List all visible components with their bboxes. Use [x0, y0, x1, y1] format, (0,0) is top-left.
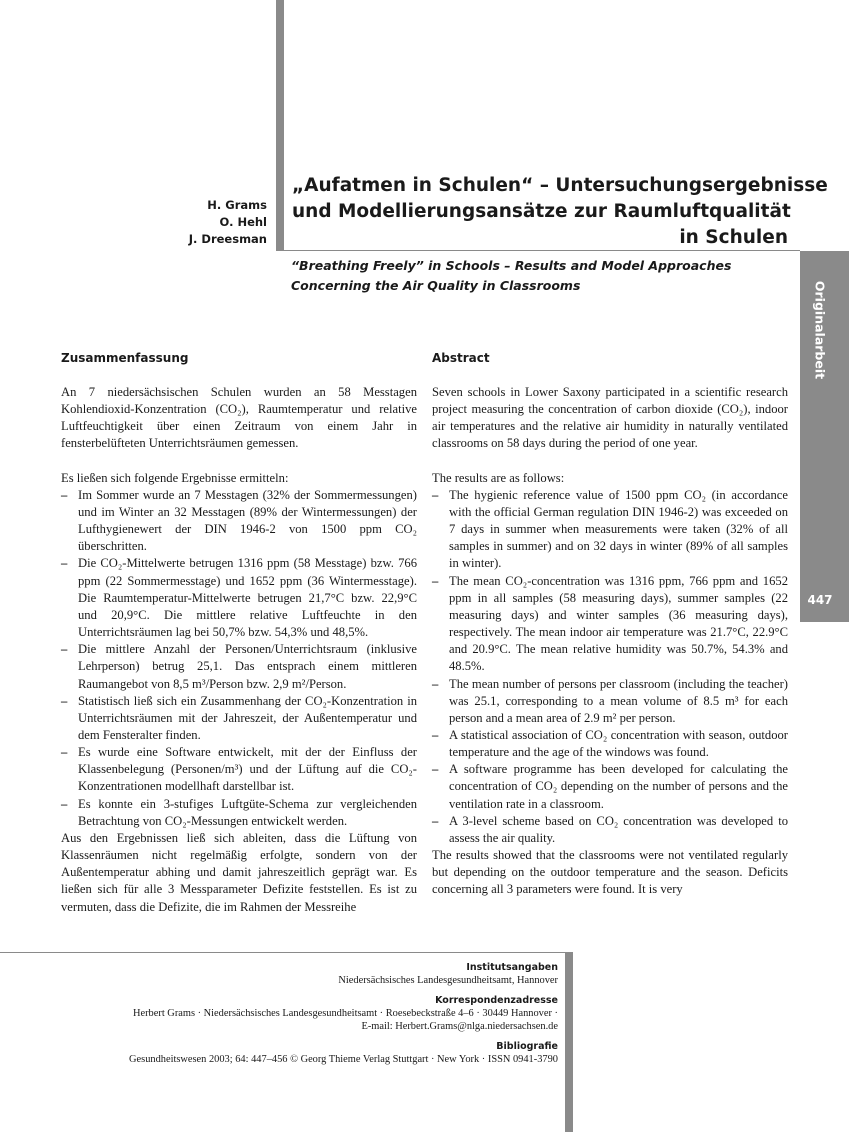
correspondence-heading: Korrespondenzadresse: [435, 995, 558, 1006]
author-name: H. Grams: [207, 198, 267, 212]
bibliography-heading: Bibliografie: [496, 1041, 558, 1052]
list-item: – Die CO₂-Mittelwerte betrugen 1316 ppm (58 Messtage) bzw. 766 ppm (22 Sommermesstage) und 1652 ppm (36 Wintermesstage). Die Raumtemperatur-Mittelwerte betrugen 21,7°C bzw. 22,9°C und 20,9°C. Die mittlere relative Luftfeuchte in den Unterrichtsräumen lag bei 50,7% bzw. 54,3% und 48,5%.: [61, 556, 417, 640]
english-title: “Breathing Freely” in Schools – Results and Model Approaches Concerning the Air Quality in Classrooms: [291, 258, 732, 293]
german-conclusion: Aus den Ergebnissen ließ sich ableiten, dass die Lüftung von Klassenräumen nicht regelmäßig erfolgte, sondern von der Außentemperatur abhing und damit jahreszeitlich geprägt war. Es ließen sich für alle 3 Messparameter Defizite feststellen. Es ist zu vermuten, dass die Defizite, die im Rahmen der Messreihe: [61, 830, 417, 914]
title-line: und Modellierungsansätze zur Raumluftqualität: [292, 201, 791, 222]
list-item: – A software programme has been developed for calculating the concentration of CO₂ depending on the number of persons and the ventilation rate in a classroom.: [432, 762, 788, 811]
german-intro: An 7 niedersächsischen Schulen wurden an 58 Messtagen Kohlendioxid-Konzentration (CO₂), Raumtemperatur und relative Luftfeuchtigkeit über einen Zeitraum von einem Jahr in fensterbelüfteten Unterrichtsräumen gemessen.: [61, 385, 417, 451]
english-intro: Seven schools in Lower Saxony participated in a scientific research project measuring the concentration of carbon dioxide (CO₂), indoor air temperatures and the relative air humidity in naturally ventilated classrooms on 58 days during the period of one year.: [432, 385, 788, 451]
english-results-intro: The results are as follows:: [432, 470, 565, 485]
list-item: – A statistical association of CO₂ concentration with season, outdoor temperature and the age of the windows was found.: [432, 727, 788, 760]
german-abstract-column: [61, 350, 417, 916]
english-abstract-heading: Abstract: [432, 351, 490, 365]
institution-heading: Institutsangaben: [466, 962, 558, 973]
header-vertical-bar: [276, 0, 284, 251]
correspondence-email: E-mail: Herbert.Grams@nlga.niedersachsen.de: [361, 1021, 558, 1032]
list-item: – Es konnte ein 3-stufiges Luftgüte-Schema zur vergleichenden Betrachtung von CO₂-Messungen entwickelt werden.: [61, 796, 417, 828]
list-item: – A 3-level scheme based on CO₂ concentration was developed to assess the air quality.: [432, 813, 788, 845]
footer-info: [60, 961, 558, 1073]
author-list: [120, 197, 267, 248]
institution-text: Niedersächsisches Landesgesundheitsamt, Hannover: [338, 975, 558, 986]
english-conclusion: The results showed that the classrooms were not ventilated regularly but depending on the outdoor temperature and the season. Deficits concerning all 3 parameters were found. It is very: [432, 848, 788, 897]
german-results-intro: Es ließen sich folgende Ergebnisse ermitteln:: [61, 470, 289, 485]
title-line: in Schulen: [679, 227, 788, 248]
english-results-list: [432, 487, 788, 847]
list-item: – Die mittlere Anzahl der Personen/Unterrichtsraum (inklusive Lehrperson) betrug 25,1. Das entsprach einem mittleren Raumangebot von 8,5 m³/Person bzw. 2,9 m²/Person.: [61, 642, 417, 691]
author-name: O. Hehl: [219, 215, 267, 229]
footer-vertical-bar: [565, 952, 573, 1132]
list-item: – The mean number of persons per classroom (including the teacher) was 25.1, corresponding to a mean volume of 8.5 m³ for each person and a mean area of 2.9 m² per person.: [432, 676, 788, 725]
author-name: J. Dreesman: [188, 232, 267, 246]
list-item: – The mean CO₂-concentration was 1316 ppm, 766 ppm and 1652 ppm in all samples (58 measuring days), summer samples (22 measuring days) and winter samples (36 measuring days), respectively. The mean indoor air temperature was 21.7°C, 22.9°C and 20.9°C. The mean relative humidity was 50.7%, 54.3% and 48.5%.: [432, 573, 788, 674]
list-item: – Statistisch ließ sich ein Zusammenhang der CO₂-Konzentration in Unterrichtsräumen mit der Jahreszeit, der Außentemperatur und dem Fensteralter finden.: [61, 693, 417, 742]
paper-title: [292, 173, 828, 251]
bibliography-text: Gesundheitswesen 2003; 64: 447–456 © Georg Thieme Verlag Stuttgart · New York · ISSN 0941-3790: [129, 1054, 558, 1065]
german-results-list: [61, 487, 417, 830]
list-item: – Es wurde eine Software entwickelt, mit der der Einfluss der Klassenbelegung (Personen/m³) und der Lüftung auf die CO₂-Konzentrationen modellhaft darstellbar ist.: [61, 745, 417, 794]
list-item: – The hygienic reference value of 1500 ppm CO₂ (in accordance with the official German regulation DIN 1946-2) was exceeded on 7 days in summer when measurements were taken (32% of all samples in summer) and on 32 days in winter (89% of all samples in winter).: [432, 487, 788, 571]
german-abstract-heading: Zusammenfassung: [61, 351, 189, 365]
footer-rule: [0, 952, 565, 953]
article-type-label: Originalarbeit: [812, 280, 828, 380]
title-line: „Aufatmen in Schulen“ – Untersuchungsergebnisse: [292, 175, 828, 196]
page-number: 447: [807, 593, 833, 607]
list-item: – Im Sommer wurde an 7 Messtagen (32% der Sommermessungen) und im Winter an 32 Messtagen (89% der Wintermessungen) der Lufthygienewert der DIN 1946-2 von 1500 ppm CO₂ überschritten.: [61, 487, 417, 554]
english-abstract-column: [432, 350, 788, 899]
correspondence-address: Herbert Grams · Niedersächsisches Landesgesundheitsamt · Roesebeckstraße 4–6 · 30449 Hannover ·: [132, 1008, 558, 1019]
